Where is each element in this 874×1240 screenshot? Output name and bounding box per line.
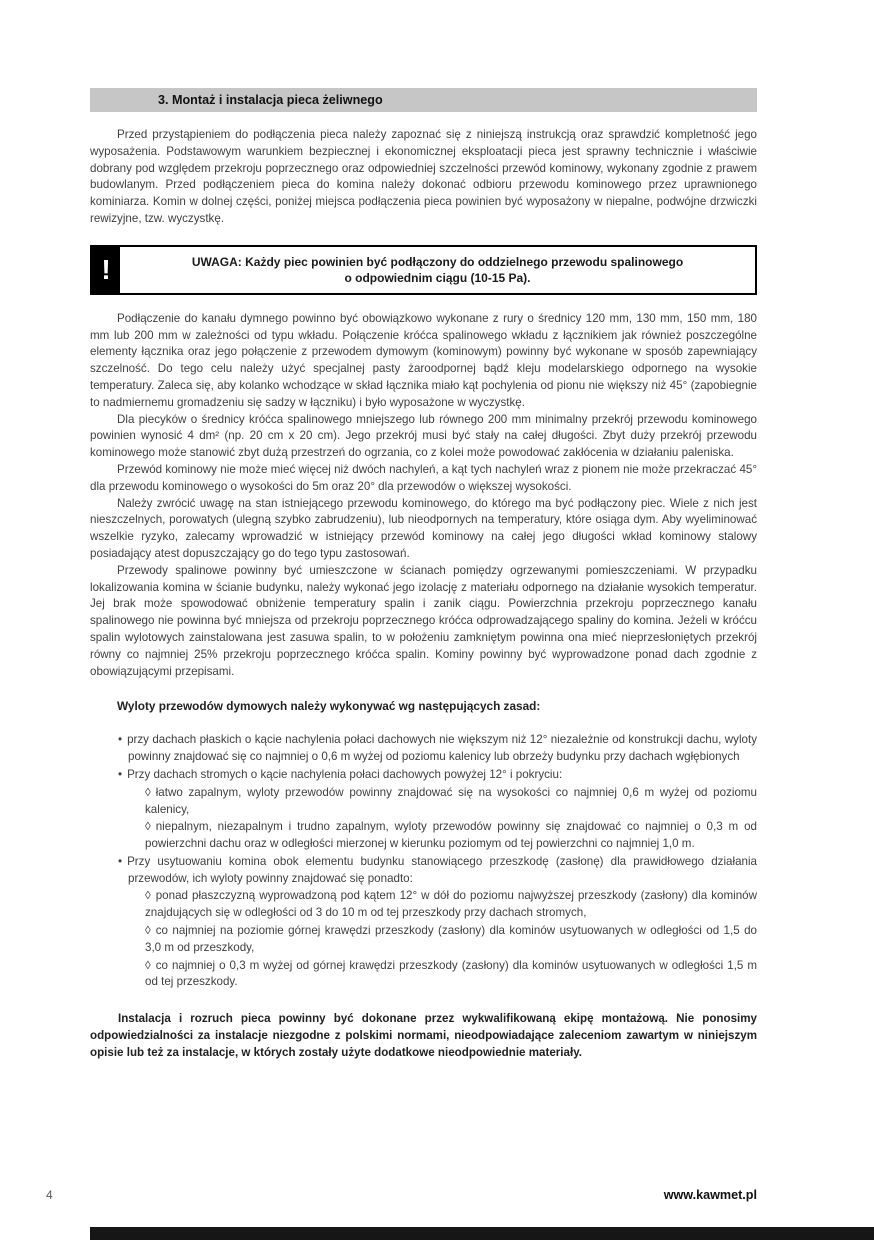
body-paragraph: Przewody spalinowe powinny być umieszczone w ścianach pomiędzy ogrzewanymi pomieszczeniami. W przypadku lokalizowania komina w ścianie budynku, należy wykonać jego izolację z materiału odpornego na działanie wysokich temperatur. Jej brak może spowodować obniżenie temperatury spalin i zanik ciągu. Powierzchnia przekroju poprzecznego kanału spalinowego nie powinna być mniejsza od przekroju poprzecznego króćca odprowadzającego spaliny do komina. Jeżeli w króćcu spalin wylotowych zainstalowana jest zasuwa spalin, to w położeniu zamkniętym powinna ona mieć nieprzesłoniętych przekrój równy co najmniej 25% przekroju poprzecznego króćca spalin. Kominy powinny być wyprowadzone ponad dach zgodnie z obowiązującymi przepisami.: [90, 563, 757, 678]
sub-list-item: [145, 958, 757, 992]
sub-list-item: [145, 888, 757, 922]
warning-text: [120, 247, 755, 293]
intro-paragraph: Przed przystąpieniem do podłączenia pieca należy zapoznać się z niniejszą instrukcją oraz sprawdzić kompletność jego wyposażenia. Podstawowym warunkiem bezpiecznej i ekonomicznej eksploatacji pieca jest sprawny technicznie i właściwie dobrany pod względem przekroju poprzecznego oraz odpowiedniej szczelności przewód kominowy, wykonany zgodnie z prawem budowlanym. Przed podłączeniem pieca do komina należy dokonać odbioru przewodu kominowego przez uprawnionego kominiarza. Komin w dolnej części, poniżej miejsca podłączenia pieca powinien być wyposażony w niepalne, podwójne drzwiczki rewizyjne, tzw. wyczystkę.: [90, 128, 757, 225]
list-item-text: Przy usytuowaniu komina obok elementu budynku stanowiącego przeszkodę (zasłonę) dla prawidłowego działania przewodów, ich wyloty powinny znajdować się ponadto:: [127, 854, 757, 885]
sub-list-item: [145, 785, 757, 819]
body-paragraph: Należy zwrócić uwagę na stan istniejącego przewodu kominowego, do którego ma być podłączony piec. Wiele z nich jest nieszczelnych, porowatych (ulegną szybko zabrudzeniu), lub nieodpornych na temperatury, które osiąga dym. Aby wyeliminować wszelkie ryzyko, zalecamy wprowadzić w istniejący przewód kominowy na całej jego długości wkład kominowy stalowy posiadający atest dopuszczający go do tego typu zastosowań.: [90, 496, 757, 560]
diamond-marker: ◊: [145, 820, 151, 834]
bullet-marker: •: [118, 767, 123, 781]
page-content: [90, 88, 757, 1062]
body-paragraph: Przewód kominowy nie może mieć więcej niż dwóch nachyleń, a kąt tych nachyleń wraz z pionem nie może przekraczać 45° dla przewodu kominowego o wysokości do 5m oraz 20° dla przewodów o większej wysokości.: [90, 462, 757, 493]
bullet-marker: •: [118, 733, 123, 747]
list-item-text: łatwo zapalnym, wyloty przewodów powinny znajdować się na wysokości co najmniej 0,6 m wyżej od poziomu kalenicy,: [145, 785, 757, 816]
diamond-marker: ◊: [145, 889, 151, 903]
body-paragraph: Dla piecyków o średnicy króćca spalinowego mniejszego lub równego 200 mm minimalny przekrój przewodu kominowego powinien wynosić 4 dm² (np. 20 cm x 20 cm). Jego przekrój musi być stały na całej długości. Zbyt duży przekrój przewodu kominowego może stanowić zbyt dużą przestrzeń do ogrzania, co z kolei może powodować zakłócenia w działaniu paleniska.: [90, 412, 757, 460]
list-item-text: co najmniej o 0,3 m wyżej od górnej krawędzi przeszkody (zasłony) dla kominów usytuowanych w odległości 1,5 m od tej przeszkody.: [145, 958, 757, 989]
rules-heading: Wyloty przewodów dymowych należy wykonywać wg następujących zasad:: [117, 699, 541, 714]
bottom-bar: [90, 1227, 874, 1240]
diamond-marker: ◊: [145, 924, 151, 938]
list-item-text: co najmniej na poziomie górnej krawędzi przeszkody (zasłony) dla kominów usytuowanych w odległości od 1,5 do 3,0 m od przeszkody,: [145, 924, 757, 954]
page-number: 4: [46, 1188, 53, 1202]
website-url: www.kawmet.pl: [663, 1188, 757, 1202]
body-paragraph: Podłączenie do kanału dymnego powinno być obowiązkowo wykonane z rury o średnicy 120 mm, 130 mm, 150 mm, 180 mm lub 200 mm w zależności od typu wkładu. Połączenie króćca spalinowego wkładu z łącznikiem jak również poszczególne elementy łącznika oraz jego połączenie z przewodem dymowym (kominowym) powinny być wykonane w sposób zapewniający szczelność. Do tego celu należy użyć specjalnej pasty żaroodpornej bądź kleju modelarskiego odpornego na wysokie temperatury. Zaleca się, aby kolanko wchodzące w skład łącznika miało kąt pochylenia od pionu nie większy niż 45° (zapobiegnie to nadmiernemu gromadzeniu się sadzy w łączniku) i było wyposażone w wyczystkę.: [90, 311, 757, 409]
section-header-bar: [90, 88, 757, 112]
diamond-marker: ◊: [145, 785, 151, 799]
diamond-marker: ◊: [145, 958, 151, 972]
list-item: [118, 854, 757, 888]
warning-line-1: UWAGA: Każdy piec powinien być podłączony do oddzielnego przewodu spalinowego: [191, 254, 684, 269]
list-item-text: przy dachach płaskich o kącie nachylenia połaci dachowych nie większym niż 12° niezależnie od konstrukcji dachu, wyloty powinny znajdować się co najmniej o 0,6 m wyżej od poziomu kalenicy lub obrzeży budynku przy dachach wgłębionych: [127, 733, 757, 764]
closing-paragraph: Instalacja i rozruch pieca powinny być dokonane przez wykwalifikowaną ekipę montażową. Nie ponosimy odpowiedzialności za instalacje niezgodne z polskimi normami, nieodpowiadające zaleceniom zawartym w niniejszym opisie lub też za instalacje, w których zostały użyte dodatkowe nieodpowiednie materiały.: [90, 1012, 757, 1059]
warning-line-2: o odpowiednim ciągu (10-15 Pa).: [344, 270, 531, 285]
list-item: [118, 767, 757, 784]
sub-list-item: [145, 923, 757, 957]
list-item-text: Przy dachach stromych o kącie nachylenia połaci dachowych powyżej 12° i pokryciu:: [127, 767, 563, 781]
exclamation-icon: !: [92, 247, 120, 293]
section-title: 3. Montaż i instalacja pieca żeliwnego: [158, 93, 383, 107]
bullet-marker: •: [118, 854, 123, 868]
list-item: [118, 732, 757, 766]
sub-list-item: [145, 819, 757, 853]
list-item-text: ponad płaszczyzną wyprowadzoną pod kątem 12° w dół do poziomu najwyższej przeszkody (zasłony) dla kominów znajdujących się w odległości od 3 do 10 m od tej przeszkody przy dachach stromych,: [145, 889, 757, 920]
list-item-text: niepalnym, niezapalnym i trudno zapalnym, wyloty przewodów powinny się znajdować co najmniej o 0,3 m od powierzchni dachu oraz w odległości mierzonej w kierunku poziomym od tej powierzchni co najmniej 1,0 m.: [145, 820, 757, 851]
warning-box: [90, 245, 757, 295]
